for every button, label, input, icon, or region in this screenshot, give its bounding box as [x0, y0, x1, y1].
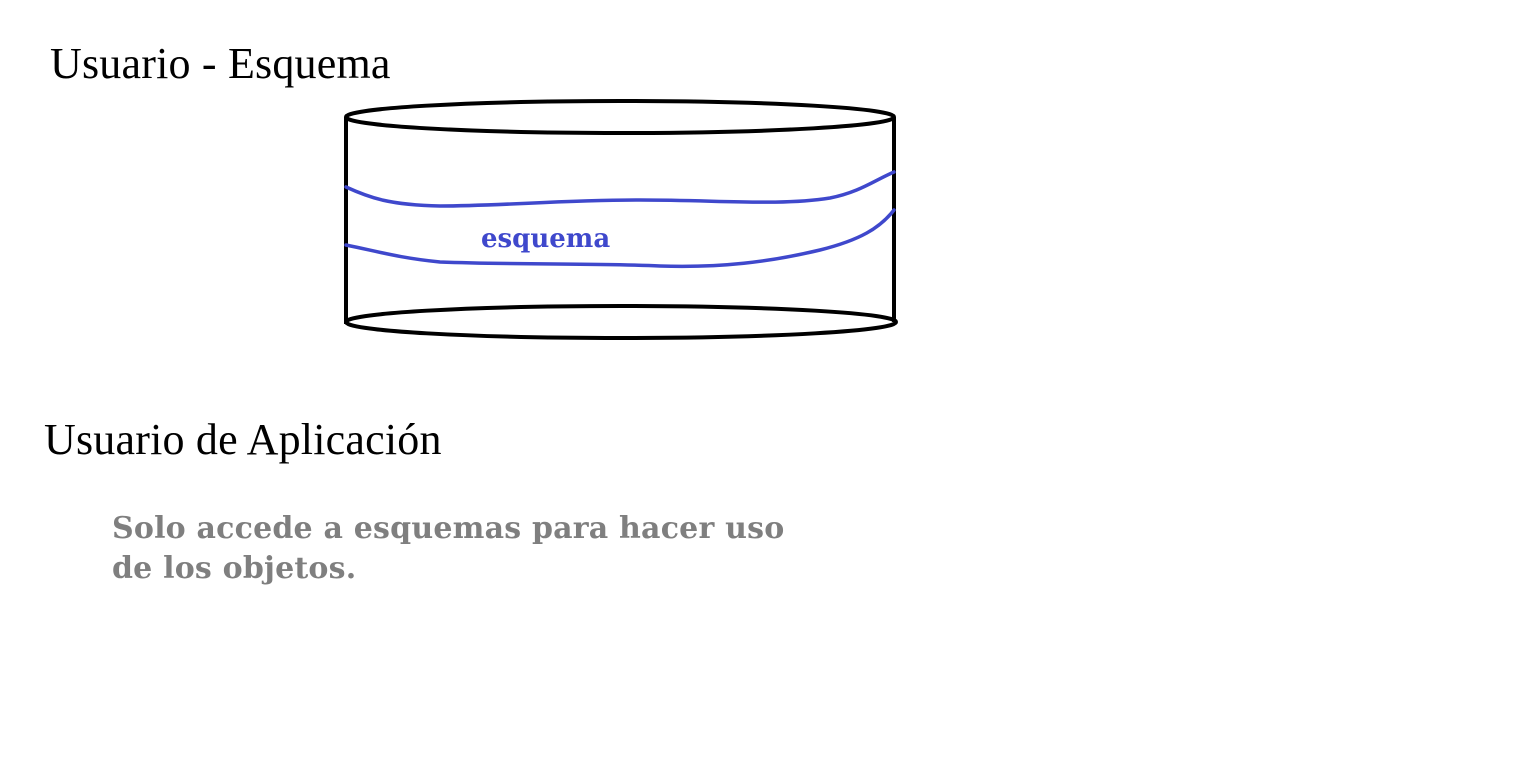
schema-band-label: esquema — [481, 224, 611, 254]
heading-schema-user: Usuario - Esquema — [50, 39, 391, 88]
schema-band-upper-line — [346, 172, 894, 206]
cylinder-top-ellipse — [346, 101, 894, 133]
cylinder-bottom-ellipse — [346, 306, 896, 338]
heading-app-user: Usuario de Aplicación — [44, 415, 442, 464]
schema-band-lower-line — [346, 210, 894, 266]
app-user-description: Solo accede a esquemas para hacer uso de los objetos. — [112, 511, 785, 586]
